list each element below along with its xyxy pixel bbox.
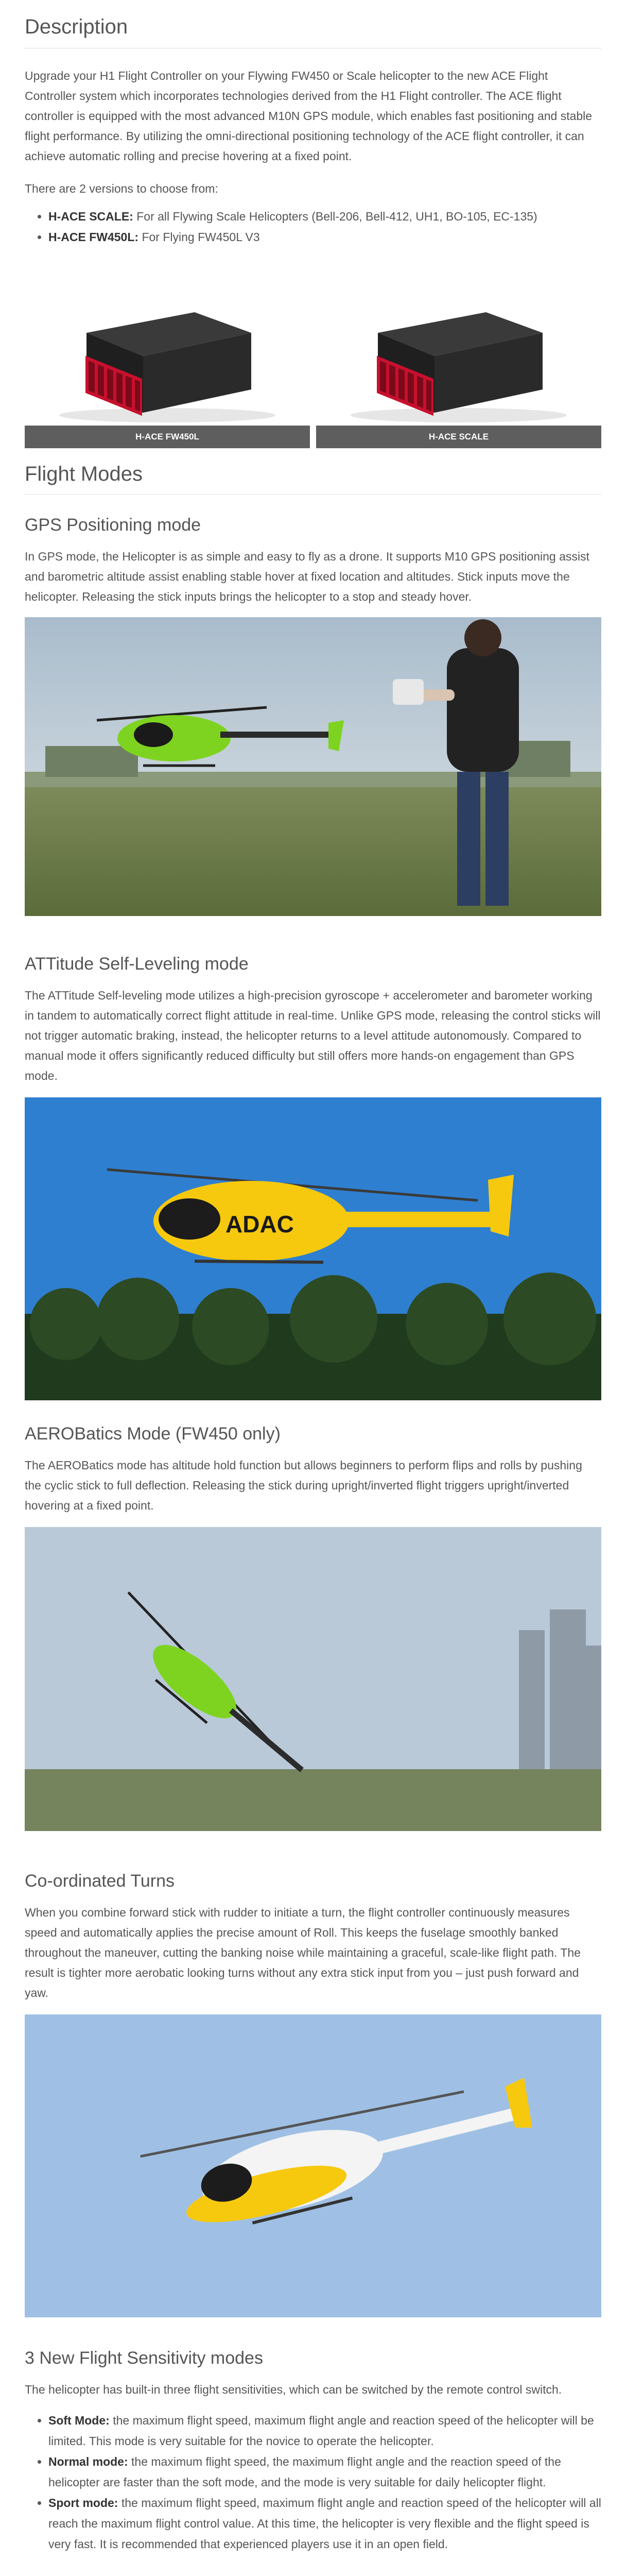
flight-modes-section [25,463,601,2576]
sensitivity-intro: The helicopter has built-in three flight sensitivities, which can be switched by the remote control switch. [25,2383,562,2396]
coordinated-turns-text: When you combine forward stick with rudder to initiate a turn, the flight controller continuously measures speed and automatically applies the precise amount of Roll. This keeps the fuselage smoothly banked throughout the maneuver, cutting the banking noise while maintaining a graceful, scale-like flight path. The result is tighter more aerobatic looking turns without any extra stick input from you – just push forward and yaw. [25,1906,581,1999]
helicopter-livery-text: ADAC [225,1211,294,1238]
product-caption-scale: H-ACE SCALE [316,426,601,448]
coordinated-turn-helicopter-photo [25,2014,601,2317]
attitude-helicopter-photo [25,1097,601,1400]
version-item: • H-ACE SCALE: For all Flywing Scale Helicopters (Bell-206, Bell-412, UH1, BO-105, EC-135) [48,206,601,227]
gps-mode-title: GPS Positioning mode [25,515,201,535]
sensitivity-list [25,2410,601,2554]
flight-modes-title: Flight Modes [25,463,601,495]
attitude-mode-image [25,1097,601,1400]
gps-helicopter-photo [25,617,601,916]
description-title: Description [25,15,601,48]
sensitivity-item: • Sport mode: the maximum flight speed, maximum flight angle and reaction speed of the helicopter will all reach the maximum flight control value. At this time, the helicopter is very flexible and the flight speed is very fast. It is recommended that experienced players use it in an open field. [48,2493,601,2554]
sensitivity-item: • Soft Mode: the maximum flight speed, maximum flight angle and reaction speed of the helicopter will be limited. This mode is very suitable for the novice to operate the helicopter. [48,2410,601,2451]
product-images-row [25,271,601,448]
version-item: • H-ACE FW450L: For Flying FW450L V3 [48,227,601,247]
aerobatics-mode-title: AEROBatics Mode (FW450 only) [25,1424,281,1444]
description-section [25,0,601,448]
aerobatics-mode-image [25,1527,601,1831]
gps-mode-image [25,617,601,916]
description-paragraph: Upgrade your H1 Flight Controller on your Flywing FW450 or Scale helicopter to the new ACE Flight Controller system which incorporates technologies derived from the H1 Flight controller. The ACE flight controller is equipped with the most advanced M10N GPS module, which enables fast positioning and stable flight performance. By utilizing the omni-directional positioning technology of the ACE flight controller, it can achieve automatic rolling and precise hovering at a fixed point. [25,69,593,163]
attitude-mode-text: The ATTitude Self-leveling mode utilizes a high-precision gyroscope + accelerometer and barometer working in tandem to automatically correct flight attitude in real-time. Unlike GPS mode, releasing the control sticks will not trigger automatic braking, instead, the helicopter returns to a level attitude autonomously. Compared to manual mode it offers significantly reduced difficulty but still offers more hands-on engagement than GPS mode. [25,989,601,1082]
product-card-fw450l [25,271,310,448]
attitude-mode-title: ATTitude Self-Leveling mode [25,954,249,974]
product-caption-fw450l: H-ACE FW450L [25,426,310,448]
product-image-fw450l [25,271,310,426]
versions-list [25,206,601,247]
sensitivity-modes-title: 3 New Flight Sensitivity modes [25,2348,263,2368]
versions-intro: There are 2 versions to choose from: [25,182,218,195]
aerobatics-helicopter-photo [25,1527,601,1831]
coordinated-turns-image [25,2014,601,2317]
product-card-scale [316,271,601,448]
coordinated-turns-title: Co-ordinated Turns [25,1871,175,1891]
product-image-scale [316,271,601,426]
aerobatics-mode-text: The AEROBatics mode has altitude hold function but allows beginners to perform flips and rolls by pushing the cyclic stick to full deflection. Releasing the stick during upright/inverted flight triggers upright/inverted hovering at a fixed point. [25,1459,582,1512]
gps-mode-text: In GPS mode, the Helicopter is as simple and easy to fly as a drone. It supports M10 GPS positioning assist and barometric altitude assist enabling stable hover at fixed location and altitudes. Stick inputs move the helicopter. Releasing the stick inputs brings the helicopter to a stop and steady hover. [25,550,589,603]
flight-controller-illustration [316,271,601,426]
flight-controller-illustration [25,271,310,426]
sensitivity-item: • Normal mode: the maximum flight speed, the maximum flight angle and the reaction speed of the helicopter are faster than the soft mode, and the mode is very suitable for daily helicopter flight. [48,2451,601,2493]
